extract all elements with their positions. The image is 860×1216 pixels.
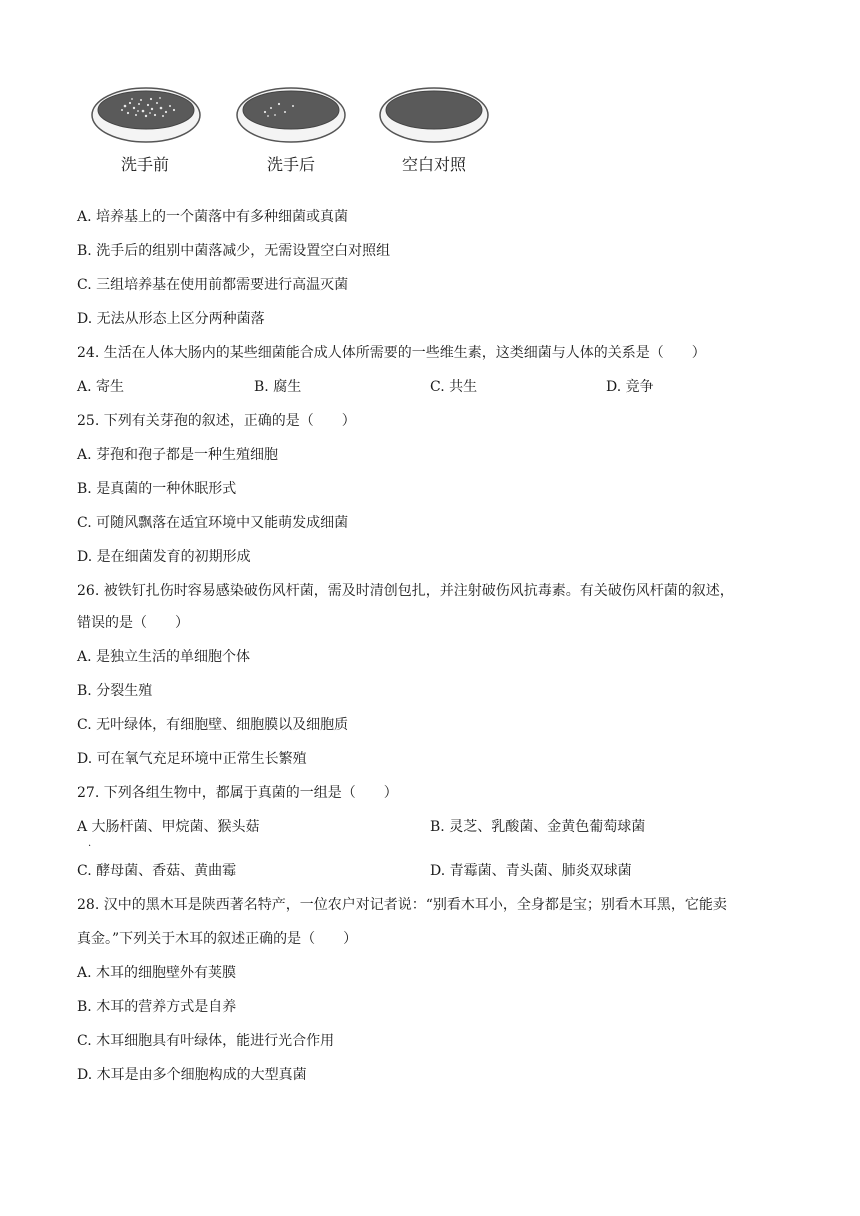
q28-option-b: B. 木耳的营养方式是自养: [77, 999, 237, 1015]
q27-option-b: B. 灵芝、乳酸菌、金黄色葡萄球菌: [430, 819, 646, 835]
petri-dish-after-washing: [235, 86, 345, 142]
petri-dish-before-washing: [90, 86, 200, 142]
dish-label-control: 空白对照: [401, 155, 466, 174]
q26-option-d: D. 可在氧气充足环境中正常生长繁殖: [77, 751, 307, 767]
q27-option-a: A 大肠杆菌、甲烷菌、猴头菇: [77, 819, 260, 835]
q25-stem: 25. 下列有关芽孢的叙述，正确的是（ ）: [77, 413, 356, 429]
q24-option-d: D. 竞争: [606, 379, 654, 395]
q28-stem-line1: 28. 汉中的黑木耳是陕西著名特产，一位农户对记者说：“别看木耳小，全身都是宝；别看木耳黑，它能卖: [77, 897, 727, 913]
dish-label-after: 洗手后: [266, 155, 315, 174]
q23-option-c: C. 三组培养基在使用前都需要进行高温灭菌: [77, 277, 349, 293]
q26-option-b: B. 分裂生殖: [77, 683, 153, 699]
q25-option-b: B. 是真菌的一种休眠形式: [77, 481, 237, 497]
q23-option-a: A. 培养基上的一个菌落中有多种细菌或真菌: [77, 209, 349, 225]
q25-option-a: A. 芽孢和孢子都是一种生殖细胞: [77, 447, 279, 463]
q27-option-c: C. 酵母菌、香菇、黄曲霉: [77, 863, 237, 879]
petri-dish-blank-control: [378, 86, 488, 142]
q24-option-a: A. 寄生: [77, 379, 125, 395]
q27-option-d: D. 青霉菌、青头菌、肺炎双球菌: [430, 863, 632, 879]
q26-option-a: A. 是独立生活的单细胞个体: [77, 649, 251, 665]
q24-option-c: C. 共生: [430, 379, 478, 395]
q26-stem-line1: 26. 被铁钉扎伤时容易感染破伤风杆菌，需及时清创包扎，并注射破伤风抗毒素。有关破伤风杆菌的叙述，: [77, 583, 734, 599]
q23-option-b: B. 洗手后的组别中菌落减少，无需设置空白对照组: [77, 243, 391, 259]
stray-mark: .: [88, 838, 92, 849]
q25-option-d: D. 是在细菌发育的初期形成: [77, 549, 251, 565]
q28-option-a: A. 木耳的细胞壁外有荚膜: [77, 965, 237, 981]
petri-dish-figure: [88, 86, 508, 186]
q28-stem-line2: 真金。”下列关于木耳的叙述正确的是（ ）: [77, 931, 358, 947]
q25-option-c: C. 可随风飘落在适宜环境中又能萌发成细菌: [77, 515, 349, 531]
q28-option-c: C. 木耳细胞具有叶绿体，能进行光合作用: [77, 1033, 335, 1049]
q26-stem-line2: 错误的是（ ）: [77, 615, 189, 631]
q23-option-d: D. 无法从形态上区分两种菌落: [77, 311, 265, 327]
q24-option-b: B. 腐生: [254, 379, 302, 395]
q27-stem: 27. 下列各组生物中，都属于真菌的一组是（ ）: [77, 785, 398, 801]
q24-stem: 24. 生活在人体大肠内的某些细菌能合成人体所需要的一些维生素，这类细菌与人体的关系是（ ）: [77, 345, 706, 361]
dish-label-before: 洗手前: [120, 155, 169, 174]
q28-option-d: D. 木耳是由多个细胞构成的大型真菌: [77, 1067, 307, 1083]
q26-option-c: C. 无叶绿体，有细胞壁、细胞膜以及细胞质: [77, 717, 349, 733]
